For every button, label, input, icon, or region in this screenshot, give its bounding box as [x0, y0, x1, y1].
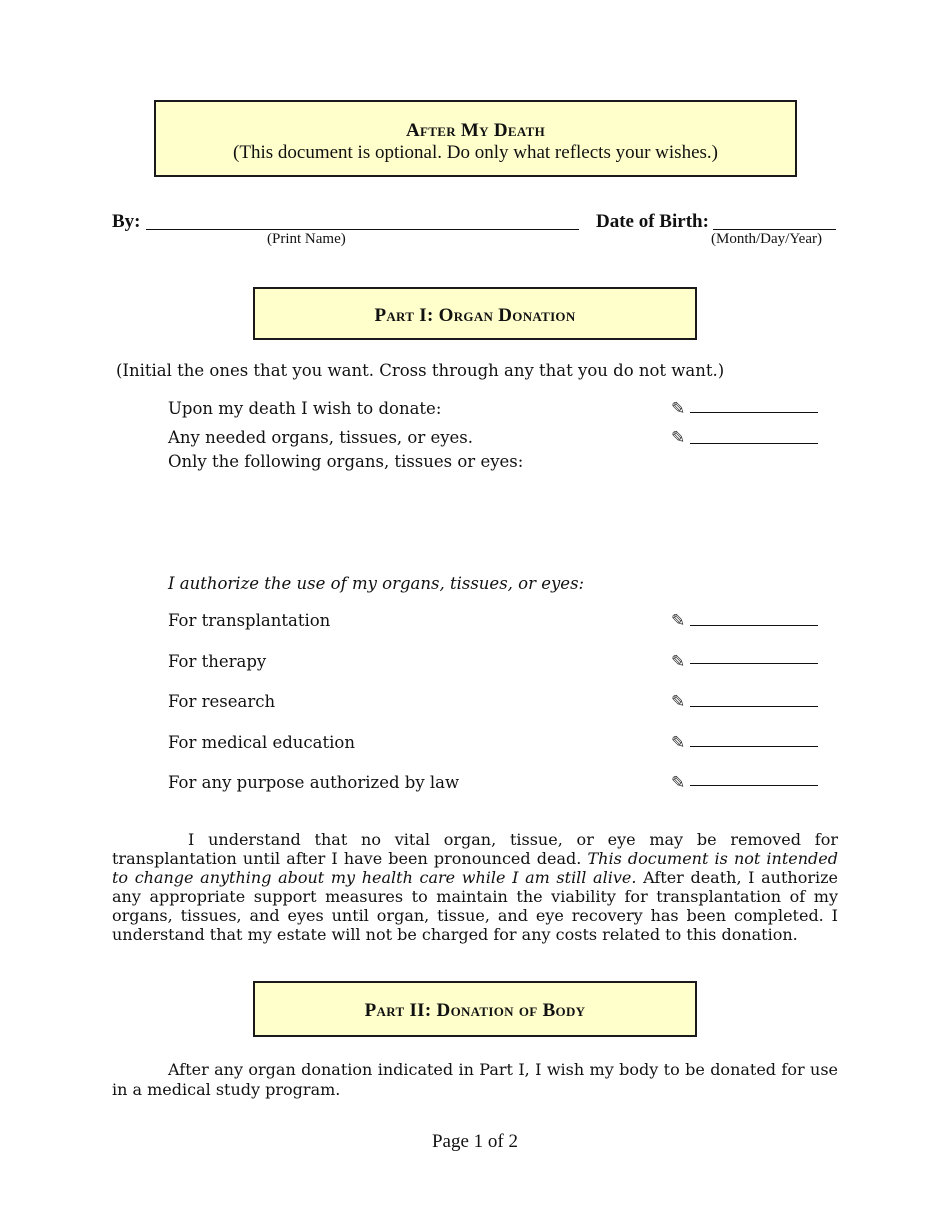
- use-therapy: For therapy: [168, 652, 267, 671]
- initial-field-donate[interactable]: [690, 412, 818, 413]
- use-research: For research: [168, 692, 276, 711]
- header-box: [154, 100, 797, 177]
- statement-text-a: I understand that no vital organ, tissue, or eye may be removed for transplantation until after I have been pronounced dead.: [112, 830, 838, 868]
- by-label: By:: [112, 211, 141, 232]
- initial-field-medical-education[interactable]: [690, 746, 818, 747]
- pencil-icon: ✎: [671, 611, 686, 631]
- any-needed-label: Any needed organs, tissues, or eyes.: [168, 428, 474, 447]
- part2-heading: Part II: Donation of Body: [364, 1000, 586, 1021]
- pencil-icon: ✎: [671, 399, 686, 419]
- part2-statement: After any organ donation indicated in Part I, I wish my body to be donated for use in a medical study program.: [112, 1060, 838, 1099]
- document-title: After My Death: [405, 120, 545, 141]
- part1-heading: Part I: Organ Donation: [374, 305, 576, 326]
- document-subtitle: (This document is optional. Do only what reflects your wishes.): [233, 142, 718, 163]
- donate-intro: Upon my death I wish to donate:: [168, 399, 442, 418]
- only-following-label: Only the following organs, tissues or eyes:: [168, 452, 524, 471]
- pencil-icon: ✎: [671, 652, 686, 672]
- use-transplantation: For transplantation: [168, 611, 331, 630]
- statement-text-italic: This document is not intended to change anything about my health care while I am still alive.: [112, 849, 839, 887]
- dob-label: Date of Birth:: [596, 211, 709, 232]
- part2-heading-box: [253, 981, 697, 1037]
- part1-instruction: (Initial the ones that you want. Cross through any that you do not want.): [116, 361, 725, 380]
- pencil-icon: ✎: [671, 428, 686, 448]
- initial-field-any-needed[interactable]: [690, 443, 818, 444]
- initial-field-therapy[interactable]: [690, 663, 818, 664]
- part1-heading-box: [253, 287, 697, 340]
- authorize-intro: I authorize the use of my organs, tissues, or eyes:: [168, 574, 585, 593]
- initial-field-research[interactable]: [690, 706, 818, 707]
- part1-statement: [112, 830, 838, 944]
- dob-field[interactable]: [713, 229, 836, 230]
- pencil-icon: ✎: [671, 692, 686, 712]
- statement-text-b: After death, I authorize any appropriate support measures to maintain the viability for transplantation of my organs, tissues, and eyes until organ, tissue, and eye recovery has been completed. I understand that my estate will not be charged for any costs related to this donation.: [112, 868, 839, 944]
- initial-field-any-purpose[interactable]: [690, 785, 818, 786]
- page-number: Page 1 of 2: [431, 1131, 518, 1152]
- use-any-purpose: For any purpose authorized by law: [168, 773, 460, 792]
- pencil-icon: ✎: [671, 733, 686, 753]
- pencil-icon: ✎: [671, 773, 686, 793]
- print-name-caption: (Print Name): [267, 231, 346, 247]
- use-medical-education: For medical education: [168, 733, 355, 752]
- dob-caption: (Month/Day/Year): [711, 231, 822, 247]
- print-name-field[interactable]: [146, 229, 579, 230]
- initial-field-transplantation[interactable]: [690, 625, 818, 626]
